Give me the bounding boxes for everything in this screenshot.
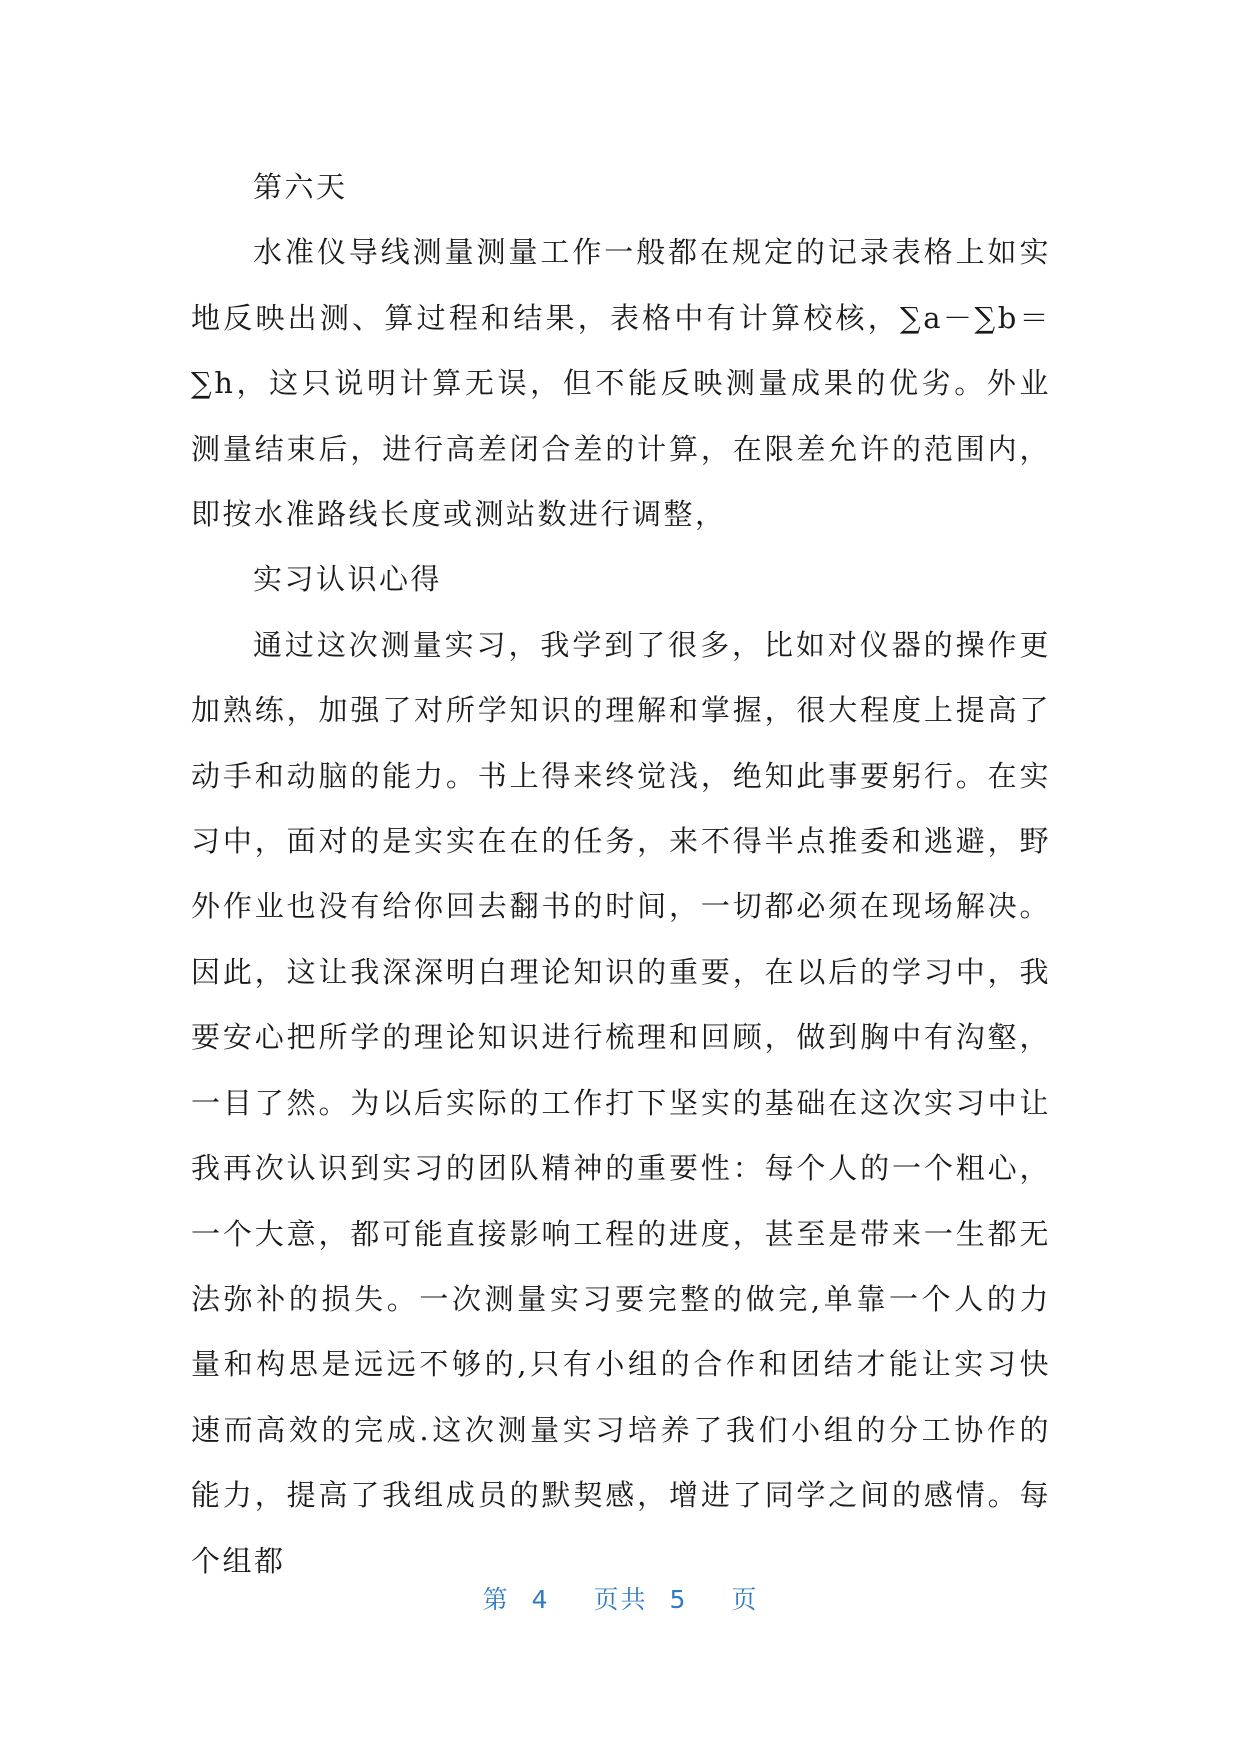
paragraph-day6: 水准仪导线测量测量工作一般都在规定的记录表格上如实地反映出测、算过程和结果，表格中有计算校核，∑a－∑b＝∑h，这只说明计算无误，但不能反映测量成果的优劣。外业测量结束后，进行高差闭合差的计算，在限差允许的范围内，即按水准路线长度或测站数进行调整， <box>191 235 1051 532</box>
document-body <box>191 155 1051 1594</box>
section-heading-insights: 实习认识心得 <box>253 562 443 597</box>
footer-label-suffix: 页 <box>731 1585 759 1614</box>
paragraph-insights: 通过这次测量实习，我学到了很多，比如对仪器的操作更加熟练，加强了对所学知识的理解和掌握，很大程度上提高了动手和动脑的能力。书上得来终觉浅，绝知此事要躬行。在实习中，面对的是实实在在的任务，来不得半点推委和逃避，野外作业也没有给你回去翻书的时间，一切都必须在现场解决。因此，这让我深深明白理论知识的重要，在以后的学习中，我要安心把所学的理论知识进行梳理和回顾，做到胸中有沟壑，一目了然。为以后实际的工作打下坚实的基础在这次实习中让我再次认识到实习的团队精神的重要性：每个人的一个粗心，一个大意，都可能直接影响工程的进度，甚至是带来一生都无法弥补的损失。一次测量实习要完整的做完,单靠一个人的力量和构思是远远不够的,只有小组的合作和团结才能让实习快速而高效的完成.这次测量实习培养了我们小组的分工协作的能力，提高了我组成员的默契感，增进了同学之间的感情。每个组都 <box>191 627 1051 1578</box>
footer-label-prefix: 第 <box>482 1585 510 1614</box>
section-heading-day6: 第六天 <box>253 170 348 204</box>
footer-total-pages: 5 <box>669 1585 688 1614</box>
footer-current-page: 4 <box>531 1585 550 1614</box>
footer-label-middle: 页共 <box>593 1585 648 1614</box>
page-footer <box>0 1580 1241 1616</box>
